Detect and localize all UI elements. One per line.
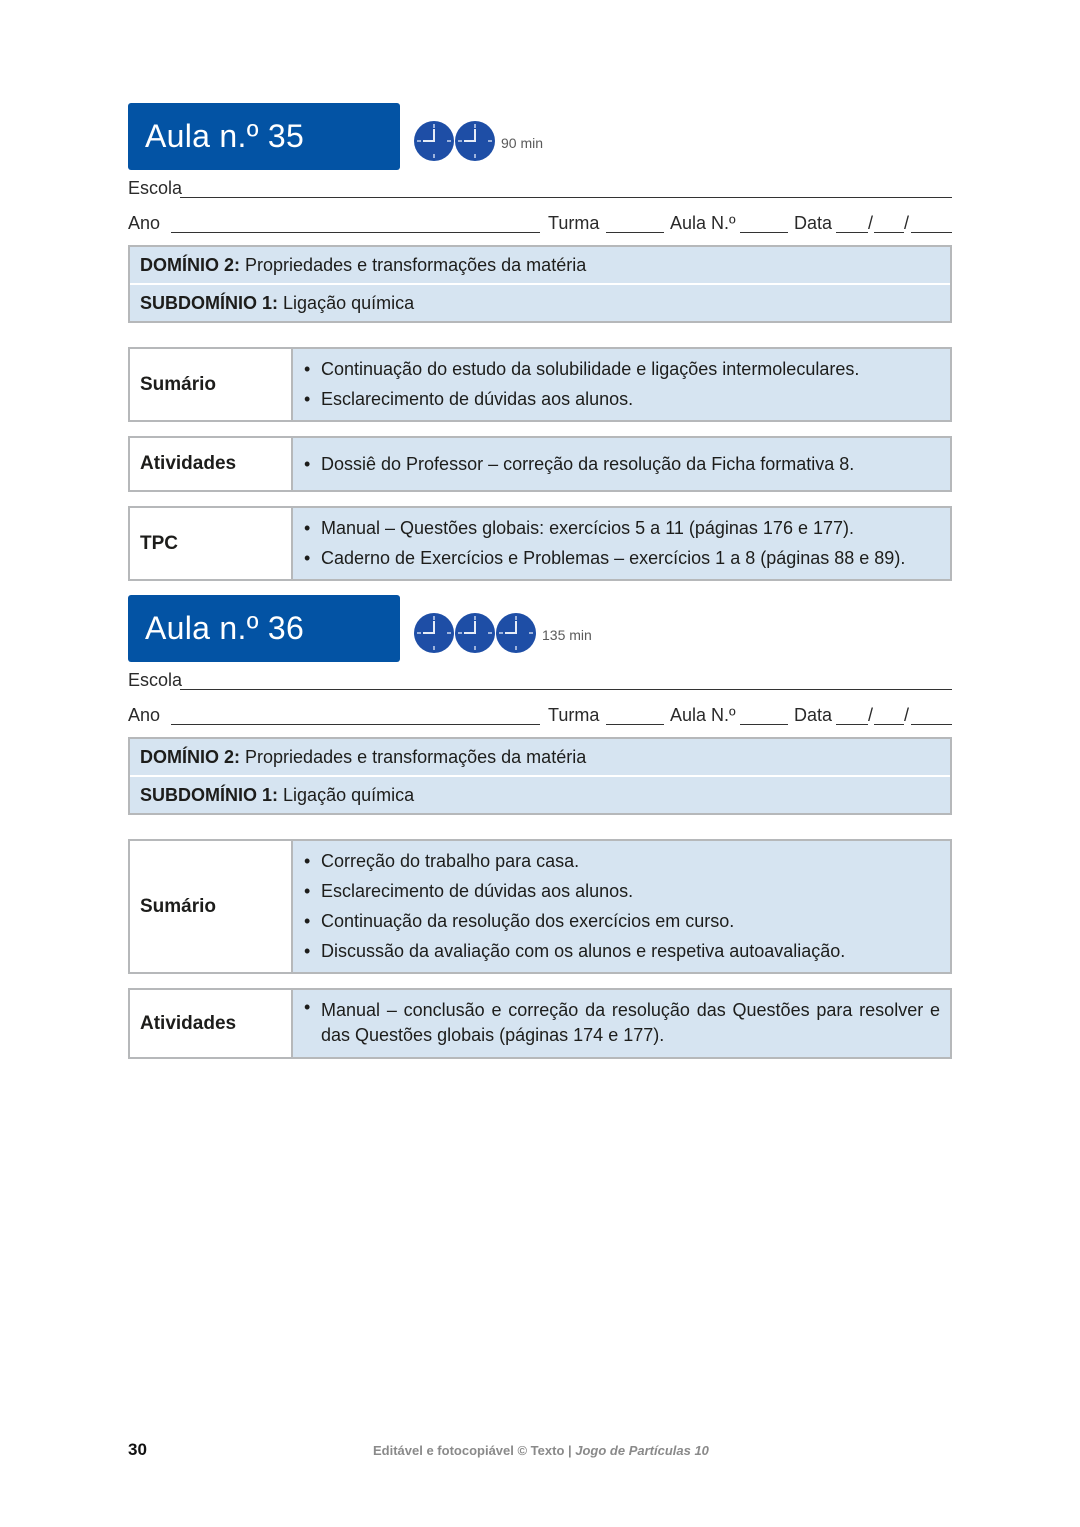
list-item: • Esclarecimento de dúvidas aos alunos.	[301, 384, 940, 414]
copyright-label: Editável e fotocopiável © Texto |	[373, 1443, 576, 1458]
ano-row	[128, 205, 952, 240]
clock-icon	[413, 612, 455, 654]
atividades-table	[128, 436, 952, 492]
list-item: • Continuação do estudo da solubilidade e ligações intermoleculares.	[301, 354, 940, 384]
escola-row	[128, 170, 952, 205]
subdominio-label: SUBDOMÍNIO 1:	[140, 785, 279, 805]
subdominio-text: Ligação química	[283, 293, 415, 313]
subdominio-row	[130, 775, 950, 813]
domain-box	[128, 737, 952, 815]
escola-field[interactable]	[180, 197, 952, 198]
date-separator: /	[904, 705, 910, 725]
turma-label: Turma	[548, 213, 600, 233]
clock-icon	[454, 120, 496, 162]
page-footer	[128, 1440, 952, 1465]
duration-label: 90 min	[501, 135, 544, 151]
date-year-field[interactable]	[911, 232, 952, 233]
data-label: Data	[794, 705, 833, 725]
turma-label: Turma	[548, 705, 600, 725]
ano-label: Ano	[128, 705, 161, 725]
clock-icon	[495, 612, 537, 654]
lesson-title: Aula n.º 35	[128, 103, 400, 170]
ano-row	[128, 697, 952, 732]
atividades-table	[128, 988, 952, 1059]
lesson-header	[128, 595, 952, 662]
escola-row	[128, 662, 952, 697]
aula-num-label: Aula N.º	[670, 213, 736, 233]
ano-field[interactable]	[171, 724, 540, 725]
date-day-field[interactable]	[836, 232, 868, 233]
lesson-title: Aula n.º 36	[128, 595, 400, 662]
duration-label: 135 min	[542, 627, 592, 643]
escola-field[interactable]	[180, 689, 952, 690]
date-month-field[interactable]	[874, 232, 904, 233]
list-item: • Caderno de Exercícios e Problemas – exercícios 1 a 8 (páginas 88 e 89).	[301, 543, 940, 573]
domain-box	[128, 245, 952, 323]
date-year-field[interactable]	[911, 724, 952, 725]
lesson-35	[128, 103, 952, 581]
date-month-field[interactable]	[874, 724, 904, 725]
sumario-table	[128, 347, 952, 422]
date-separator: /	[868, 213, 874, 233]
clock-icon	[413, 120, 455, 162]
list-item: • Esclarecimento de dúvidas aos alunos.	[301, 876, 940, 906]
dominio-row	[130, 247, 950, 283]
subdominio-row	[130, 283, 950, 321]
ano-label: Ano	[128, 213, 161, 233]
lesson-header	[128, 103, 952, 170]
dominio-label: DOMÍNIO 2:	[140, 747, 241, 767]
list-item: • Correção do trabalho para casa.	[301, 846, 940, 876]
book-title: Jogo de Partículas 10	[575, 1443, 709, 1458]
section-title: Sumário	[130, 349, 293, 420]
dominio-label: DOMÍNIO 2:	[140, 255, 241, 275]
date-day-field[interactable]	[836, 724, 868, 725]
escola-label: Escola	[128, 670, 183, 690]
escola-label: Escola	[128, 178, 183, 198]
lesson-36	[128, 595, 952, 1059]
turma-field[interactable]	[606, 232, 664, 233]
aula-num-field[interactable]	[740, 232, 788, 233]
list-item: • Dossiê do Professor – correção da resolução da Ficha formativa 8.	[301, 449, 940, 479]
turma-field[interactable]	[606, 724, 664, 725]
date-separator: /	[904, 213, 910, 233]
subdominio-text: Ligação química	[283, 785, 415, 805]
copyright-text	[373, 1443, 709, 1458]
duration-indicator	[413, 612, 592, 654]
aula-num-label: Aula N.º	[670, 705, 736, 725]
section-title: Atividades	[130, 438, 293, 490]
section-title: Atividades	[130, 990, 293, 1057]
dominio-text: Propriedades e transformações da matéria	[245, 255, 587, 275]
list-item: • Manual – conclusão e correção da resolução das Questões para resolver e das Questões globais (páginas 174 e 177).	[301, 995, 940, 1051]
list-item: • Discussão da avaliação com os alunos e respetiva autoavaliação.	[301, 936, 940, 966]
subdominio-label: SUBDOMÍNIO 1:	[140, 293, 279, 313]
list-item: • Manual – Questões globais: exercícios 5 a 11 (páginas 176 e 177).	[301, 513, 940, 543]
data-label: Data	[794, 213, 833, 233]
dominio-row	[130, 739, 950, 775]
duration-indicator	[413, 120, 543, 162]
list-item: • Continuação da resolução dos exercícios em curso.	[301, 906, 940, 936]
aula-num-field[interactable]	[740, 724, 788, 725]
section-title: Sumário	[130, 841, 293, 972]
ano-field[interactable]	[171, 232, 540, 233]
section-title: TPC	[130, 508, 293, 579]
sumario-table	[128, 839, 952, 974]
date-separator: /	[868, 705, 874, 725]
tpc-table	[128, 506, 952, 581]
clock-icon	[454, 612, 496, 654]
dominio-text: Propriedades e transformações da matéria	[245, 747, 587, 767]
page-number: 30	[128, 1440, 147, 1459]
